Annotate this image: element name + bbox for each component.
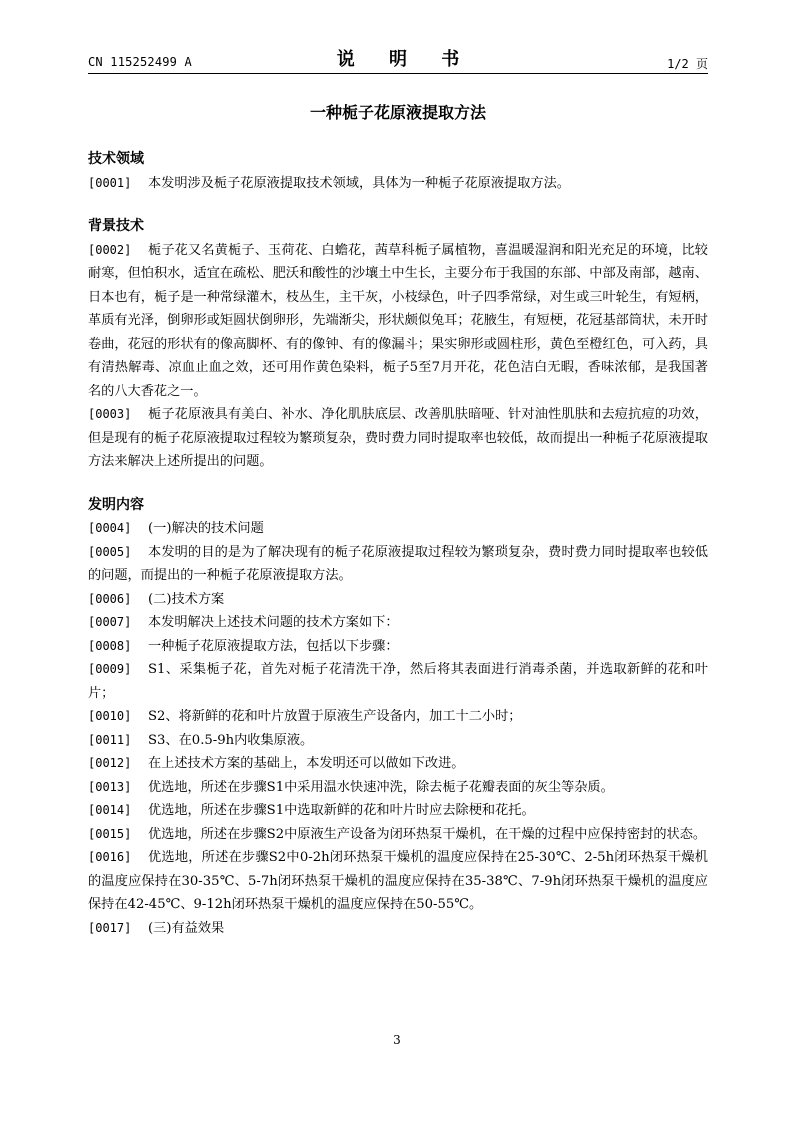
paragraph-number: [0009] xyxy=(88,662,132,676)
paragraph-number: [0008] xyxy=(88,638,132,653)
paragraph-text: (一)解决的技术问题 xyxy=(148,521,264,536)
paragraph-text: 一种栀子花原液提取方法，包括以下步骤： xyxy=(148,638,399,654)
paragraph-text: S3、在0.5-9h内收集原液。 xyxy=(148,732,314,748)
paragraph-number: [0016] xyxy=(88,850,132,864)
paragraph xyxy=(88,239,708,404)
paragraph xyxy=(88,729,708,753)
paragraph-text: 栀子花又名黄栀子、玉荷花、白蟾花，茜草科栀子属植物，喜温暖湿润和阳光充足的环境，比较耐寒，但怕积水，适宜在疏松、肥沃和酸性的沙壤土中生长，主要分布于我国的东部、中部及南部，越南、日本也有，栀子是一种常绿灌木，枝丛生，主干灰，小枝绿色，叶子四季常绿，对生或三叶轮生，有短柄，革质有光泽，倒卵形或矩圆状倒卵形，先端渐尖，形状颇似兔耳；花腋生，有短梗，花冠基部筒状，未开时卷曲，花冠的形状有的像高脚杯、有的像钟、有的像漏斗；果实卵形或圆柱形，黄色至橙红色，可入药，具有清热解毒、凉血止血之效，还可用作黄色染料，栀子5至7月开花，花色洁白无暇，香味浓郁，是我国著名的八大香花之一。 xyxy=(88,242,708,399)
section-heading: 背景技术 xyxy=(88,218,144,234)
paragraph xyxy=(88,776,708,800)
paragraph-text: 本发明的目的是为了解决现有的栀子花原液提取过程较为繁琐复杂，费时费力同时提取率也较低的问题，而提出的一种栀子花原液提取方法。 xyxy=(88,544,708,583)
paragraph-number: [0013] xyxy=(88,779,132,794)
paragraph-text: (三)有益效果 xyxy=(148,920,225,936)
paragraph xyxy=(88,917,708,941)
paragraph xyxy=(88,799,708,823)
paragraph-number: [0004] xyxy=(88,521,132,535)
paragraph-text: 优选地，所述在步骤S2中原液生产设备为闭环热泵干燥机，在干燥的过程中应保持密封的状态。 xyxy=(148,826,707,842)
paragraph xyxy=(88,635,708,659)
paragraph-number: [0005] xyxy=(88,544,132,559)
paragraph-text: 在上述技术方案的基础上，本发明还可以做如下改进。 xyxy=(148,756,465,771)
paragraph xyxy=(88,541,708,588)
paragraph xyxy=(88,517,708,541)
paragraph-number: [0011] xyxy=(88,732,132,747)
document-title: 一种栀子花原液提取方法 xyxy=(309,103,486,122)
document-number: CN 115252499 A xyxy=(88,55,192,69)
paragraph xyxy=(88,588,708,612)
paragraph-number: [0010] xyxy=(88,709,132,723)
section-heading: 技术领域 xyxy=(88,151,144,167)
paragraph-number: [0001] xyxy=(88,175,132,190)
paragraph-text: 优选地，所述在步骤S2中0-2h闭环热泵干燥机的温度应保持在25-30℃、2-5h闭环热泵干燥机的温度应保持在30-35℃、5-7h闭环热泵干燥机的温度应保持在35-38℃、7-9h闭环热泵干燥机的温度应保持在42-45℃、9-12h闭环热泵干燥机的温度应保持在50-55℃。 xyxy=(88,850,708,912)
document-body xyxy=(88,148,708,940)
paragraph-text: S1、采集栀子花，首先对栀子花清洗干净，然后将其表面进行消毒杀菌，并选取新鲜的花和叶片； xyxy=(88,662,708,701)
page-header xyxy=(88,44,708,74)
paragraph xyxy=(88,172,708,196)
paragraph-number: [0012] xyxy=(88,756,132,770)
paragraph-text: 本发明涉及栀子花原液提取技术领域，具体为一种栀子花原液提取方法。 xyxy=(148,175,570,191)
paragraph-text: 优选地，所述在步骤S1中选取新鲜的花和叶片时应去除梗和花托。 xyxy=(148,803,535,818)
paragraph-number: [0017] xyxy=(88,920,132,935)
paragraph-text: 栀子花原液具有美白、补水、净化肌肤底层、改善肌肤暗哑、针对油性肌肤和去痘抗痘的功效，但是现有的栀子花原液提取过程较为繁琐复杂，费时费力同时提取率也较低，故而提出一种栀子花原液提取方法来解决上述所提出的问题。 xyxy=(88,407,708,469)
paragraph xyxy=(88,705,708,729)
section-heading: 发明内容 xyxy=(88,496,144,513)
paragraph xyxy=(88,403,708,474)
paragraph xyxy=(88,752,708,776)
paragraph-text: (二)技术方案 xyxy=(148,591,225,607)
paragraph xyxy=(88,658,708,705)
paragraph-number: [0015] xyxy=(88,826,132,841)
page-number: 3 xyxy=(393,1033,401,1047)
paragraph-text: 本发明解决上述技术问题的技术方案如下： xyxy=(148,615,399,630)
paragraph-number: [0014] xyxy=(88,803,132,817)
document-type: 说 明 书 xyxy=(336,49,474,70)
paragraph-number: [0003] xyxy=(88,407,132,421)
page-indicator: 1/2 页 xyxy=(667,57,708,71)
paragraph xyxy=(88,823,708,847)
paragraph-number: [0002] xyxy=(88,242,132,257)
paragraph-text: 优选地，所述在步骤S1中采用温水快速冲洗，除去栀子花瓣表面的灰尘等杂质。 xyxy=(148,779,614,795)
paragraph-number: [0006] xyxy=(88,591,132,606)
paragraph xyxy=(88,611,708,635)
paragraph xyxy=(88,846,708,917)
paragraph-text: S2、将新鲜的花和叶片放置于原液生产设备内，加工十二小时； xyxy=(148,709,522,724)
paragraph-number: [0007] xyxy=(88,615,132,629)
header-divider xyxy=(88,73,708,74)
